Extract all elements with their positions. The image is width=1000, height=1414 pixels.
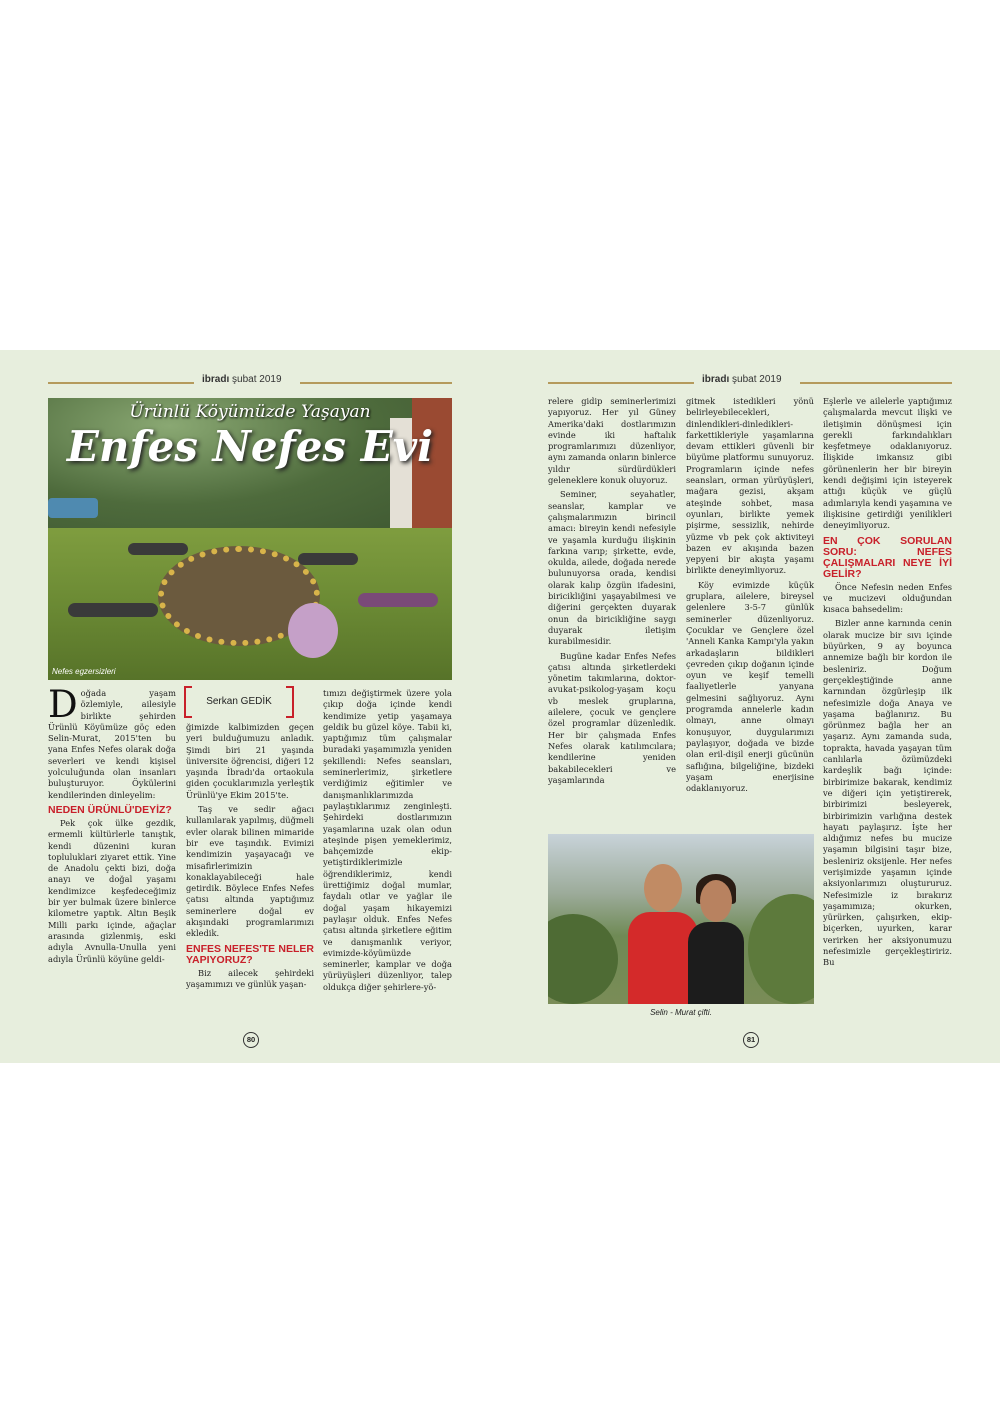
header-date: şubat 2019: [732, 374, 782, 385]
photo-caption: Nefes egzersizleri: [52, 667, 116, 676]
text-column-3: [323, 688, 452, 996]
section-heading: EN ÇOK SORULAN SORU: NEFES ÇALIŞMALARI NEYE İYİ GELİR?: [823, 534, 952, 580]
body-paragraph: Bugüne kadar Enfes Nefes çatısı altında şirketlerdeki yönetim takımlarına, doktor-avukat-psikolog-yaşam koçu vb meslek gruplarına, ailelere, çocuk ve gençlere özel programlar düzenledik. Her bir çalışmada Enfes Nefes olarak katılımcılara; kendilerine yeniden bakabilecekleri ve yaşamlarında: [548, 650, 676, 785]
author-byline: [184, 686, 294, 716]
body-paragraph: Bizler anne karnında cenin olarak mucize bir sıvı içinde büyürken, 9 ay boyunca annemize bağlı bir kordon ile besleniriz. Doğum gerçekleştiğinde anne karnından özgürleşip ilk nefesimizle doğa Anaya ve yaşama bağlanırız. Bu görünmez bağla her an yaşarız. Aynı zamanda suda, toprakta, havada yaşayan tüm canlılarla özümüzdeki kardeşlik bağı içinde: birbirimize bakarak, kendimiz ve diğeri için yetiştirerek, birbirimizi besleyerek, birbirimizin varlığına destek hayatı paylaşırız. İşte her aldığımız nefes bu mucize yaşamın bilgisini taşır bize, besleniriz oksijenle. Her nefes verişimizde yaşamın içinde aksiyonlarımızı oluştururuz. Nefesimizle iz bırakırız yaşamımıza; okurken, yürürken, çalışırken, ekip-biçerken, uyurken, karar verirken her aksiyonumuzu nefesimizle gerçekleştiririz. Bu: [823, 618, 952, 968]
couple-photo: [548, 834, 814, 1004]
body-paragraph: Köy evimizde küçük gruplara, ailelere, bireysel gelenlere 3-5-7 günlük seminerler düzenliyoruz. Çocuklar ve Gençlere özel 'Anneli Kanka Kampı'yla yakın arkadaşların bildikleri çevreden çıkıp doğanın içinde oyun ve keşif temelli faaliyetlerle yanyana gelmesini sağlıyoruz. Aynı programda annelerle kadın olmayı, anne olmayı konuşuyor, duygularımızı paylaşıyor, doğada ve bizde olan eril-dişil enerji gücünün saflığına, bilgeliğine, bizdeki yaşam enerjisine odaklanıyoruz.: [686, 579, 814, 794]
page-header: [500, 374, 1000, 388]
magazine-spread: [0, 350, 1000, 1063]
header-rule: [300, 382, 452, 384]
text-column-2: [686, 396, 814, 797]
body-paragraph: ğimizde kalbimizden geçen yeri bulduğumuzu anladık. Şimdi biri 21 yaşında üniversite öğrencisi, diğeri 12 yaşında İbradı'da ortaokula giden çocuklarımızla yerleştik Ürünlü'ye Ekim 2015'te.: [186, 722, 314, 800]
photo-caption: Selin - Murat çifti.: [650, 1008, 712, 1017]
article-kicker: Ürünlü Köyümüzde Yaşayan: [129, 402, 371, 422]
author-first-name: Serkan: [206, 696, 238, 707]
body-paragraph: Pek çok ülke gezdik, ermemli kültürlerle tanıştık, kendi düzenini kuran topluluklari ziyaret ettik. Yine de Anadolu çekti bizi, doğa anayı ve doğal yaşamı kendimizce keşfedeceğimiz bir yer bulmak üzere binlerce kilometre yaptık. Altın Beşik Milli parkı içinde, ağaçlar arasında gizlenmiş, eski adıyla Avnulla-Unulla yeni adıyla Ürünlü köyüne geldi-: [48, 817, 176, 964]
drop-cap: D: [48, 683, 78, 726]
section-heading: ENFES NEFES'TE NELER YAPIYORUZ?: [186, 942, 314, 966]
page-number: 81: [743, 1032, 759, 1048]
body-paragraph: Taş ve sedir ağacı kullanılarak yapılmış, düğmeli evler olarak bilinen mimaride bir eve taşındık. Evimizi kendimizin yaşayacağı ve misafirlerimizin konaklayabileceği hale getirdik. Böylece Enfes Nefes çatısı altında yaptığımız seminerlere doğal ev akışındaki programlarımızı ekledik.: [186, 804, 314, 939]
author-last-name: GEDİK: [240, 696, 272, 707]
body-paragraph: tımızı değiştirmek üzere yola çıkıp doğa içinde kendi kendimize yetip yaşamaya geldik bu güzel köye. Tabii ki, yaptığımız tüm çalışmalar buradaki yaşamımızla yeniden şekillendi: Nefes seansları, seminerlerimiz, şirketlere verdiğimiz eğitimler ve danışmanlıklarımızda paylaştıklarımız zenginleşti. Şehirdeki dostlarımızın yaşamlarına uzak olan odun ateşinde pişen yemeklerimiz, bahçemizde ekip-yetiştirdiklerimizle öğrendiklerimiz, kendi ürettiğimiz doğal mumlar, faydalı otlar ve yağlar ile doğal yaşam hikayemizi paylaşır olduk. Enfes Nefes çatısı altında şirketlere eğitim ve danışmanlık veriyor, evimizde-köyümüzde seminerler, kamplar ve doğa yürüyüşleri düzenliyor, talep oldukça diğer şehirlere-yö-: [323, 688, 452, 992]
header-rule: [48, 382, 194, 384]
header-date: şubat 2019: [232, 374, 282, 385]
body-paragraph: Seminer, seyahatler, seanslar, kamplar ve çalışmalarımızın birincil amacı: bireyin kendi nefesiyle ve yaşamla kurduğu ilişkinin farkına varıp; şirkette, evde, okulda, ailede, doğada nerede bulunuyorsa orada, kendisi olarak kalıp özgün ifadesini, biricikliğini yaşayabilmesi ve diğerini gerçekten duyarak onun da biricikliğine saygı duyarak iletişim kurabilmesidir.: [548, 489, 676, 647]
header-rule: [800, 382, 952, 384]
page-number: 80: [243, 1032, 259, 1048]
left-page: [0, 350, 500, 1063]
header-rule: [548, 382, 694, 384]
body-paragraph: gitmek istedikleri yönü belirleyebilecekleri, dinlendikleri-dinledikleri-farkettikleriyle yaşamlarına devam ettikleri güvenli bir büyüme platformu sunuyoruz. Programların içinde nefes seansları, orman yürüyüşleri, mağara gezisi, akşam ateşinde sohbet, masa oyunları, birlikte yemek pişirme, sessizlik, nehirde yüzme vb pek çok aktiviteyi bazen ev akışında bazen yepyeni bir akışta yaşamı birlikte deneyimliyoruz.: [686, 396, 814, 576]
header-label: [202, 374, 282, 385]
right-page: [500, 350, 1000, 1063]
text-column-3: [823, 396, 952, 972]
section-heading: NEDEN ÜRÜNLÜ'DEYİZ?: [48, 803, 172, 816]
body-paragraph: Biz ailecek şehirdeki yaşamımızı ve günlük yaşan-: [186, 967, 314, 989]
intro-paragraph: Doğada yaşam özlemiyle, ailesiyle birlikte şehirden Ürünlü Köyümüze göç eden Selin-Murat, 2015'ten bu yana Enfes Nefes olarak doğa severleri ve kendi kişisel yolculuğunda olan insanları buluşturuyor. Öykülerini kendilerinden dinleyelim:: [48, 683, 176, 800]
article-title: Enfes Nefes Evi: [66, 422, 434, 471]
header-brand: ibradı: [702, 374, 730, 385]
body-paragraph: relere gidip seminerlerimizi yapıyoruz. Her yıl Güney Amerika'daki dostlarımızın evinde iki haftalık programlarımızı düzenliyor, aynı zamanda onların binlerce yıldır sürdürdükleri geleneklere konuk oluyoruz.: [548, 396, 676, 486]
body-paragraph: Önce Nefesin neden Enfes ve mucizevi olduğundan kısaca bahsedelim:: [823, 581, 952, 615]
page-header: [0, 374, 500, 388]
text-column-1: [48, 683, 176, 968]
text-column-2: [186, 722, 314, 993]
text-column-1: [548, 396, 676, 789]
header-brand: ibradı: [202, 374, 230, 385]
header-label: [702, 374, 782, 385]
body-paragraph: Eşlerle ve ailelerle yaptığımız çalışmalarda mevcut ilişki ve iletişimin dönüşmesi için gerekli farkındalıkları keşfetmeye odaklanıyoruz. İlişkide imkansız gibi görünenlerin her bir bireyin kendi değişimi için isteyerek attığı küçük ve güçlü adımlarıyla kendi yaşamına ve ilişkisine getirdiği yenilikleri deneyimliyoruz.: [823, 396, 952, 531]
